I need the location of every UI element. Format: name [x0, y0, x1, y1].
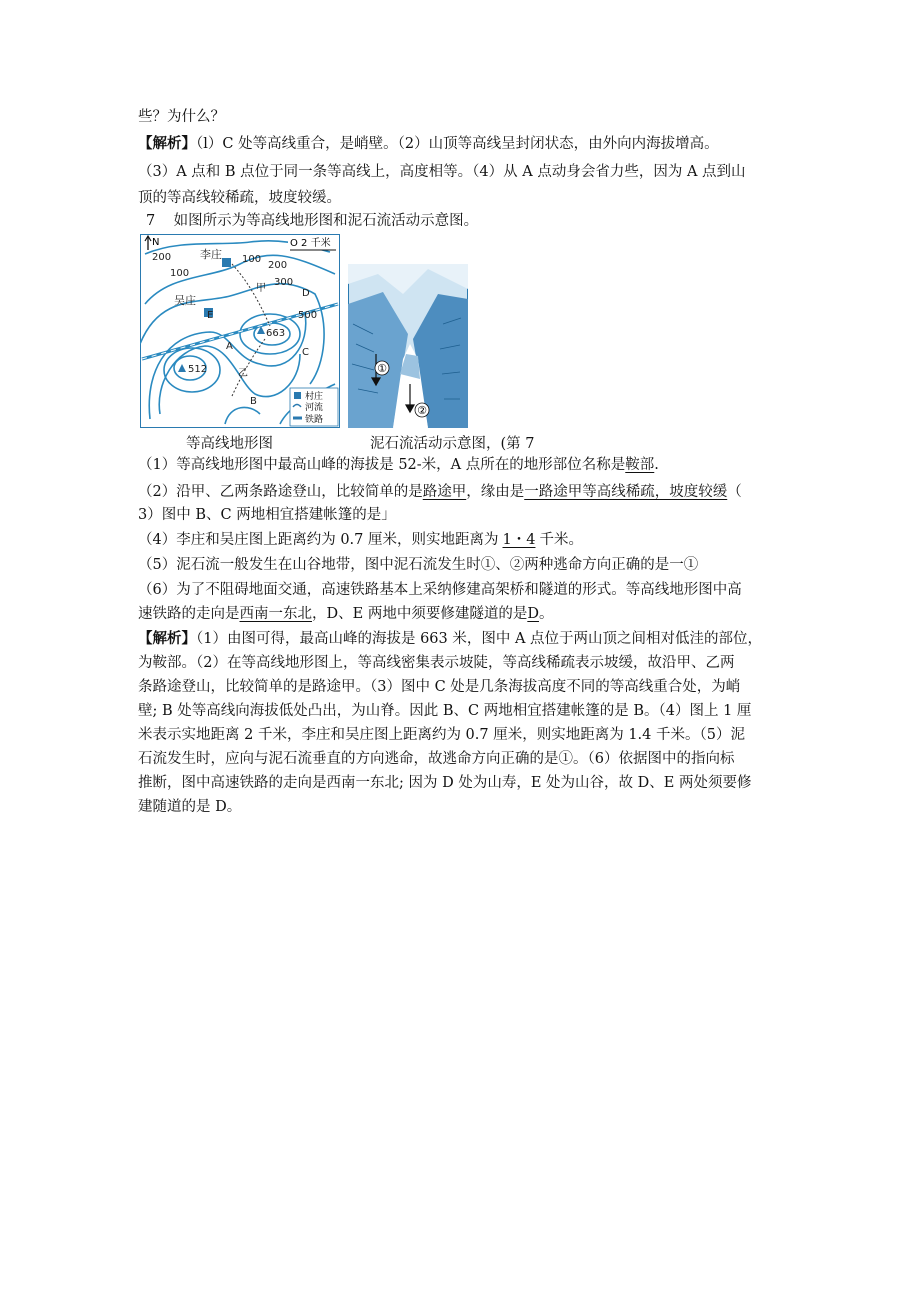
text: 米表示实地距离 2 千米，李庄和吴庄图上距离约为 0.7 厘米，则实地距离为 1.4 千米。（5）泥 — [138, 727, 745, 743]
text: 7 如图所示为等高线地形图和泥石流活动示意图。 — [146, 213, 479, 229]
path-label: 甲 — [256, 283, 266, 294]
figure-caption-right: 泥石流活动示意图，(第 7 — [370, 436, 535, 452]
text: 壁; B 处等高线向海拔低处凸出，为山脊。因此 B、C 两地相宜搭建帐篷的是 B。（4）图上 1 厘 — [138, 703, 752, 719]
answer-line — [138, 677, 788, 697]
point-label: E — [207, 310, 214, 321]
figure-caption-left: 等高线地形图 — [186, 436, 273, 452]
text: （ — [727, 484, 742, 500]
contour-map — [140, 234, 340, 428]
question-line — [138, 530, 788, 550]
text: （1）等高线地形图中最高山峰的海拔是 52-米，A 点所在的地形部位名称是 — [138, 457, 626, 473]
village-label: 李庄 — [200, 248, 222, 261]
contour-label: 500 — [298, 310, 318, 321]
text: （5）泥石流一般发生在山谷地带，图中泥石流发生时①、②两种逃命方向正确的是一① — [138, 557, 699, 573]
answer-text: 西南一东北 — [239, 606, 312, 622]
answer-text: 路途甲 — [422, 484, 467, 500]
question-line — [138, 604, 788, 624]
point-label: D — [302, 288, 310, 299]
escape-route-label: ② — [417, 404, 427, 417]
text: ，D、E 两地中须要修建隧道的是 — [312, 606, 528, 622]
text: ，缘由是 — [466, 484, 525, 500]
text-line — [138, 162, 788, 182]
text: 些？为什么？ — [138, 109, 225, 125]
answer-line — [138, 725, 788, 745]
analysis-label: 【解析】 — [138, 135, 196, 152]
question-heading — [146, 211, 796, 231]
text: 建随道的是 D。 — [138, 799, 242, 815]
point-label: A — [226, 341, 233, 352]
path-label: 乙 — [238, 368, 248, 379]
text: 推断，图中高速铁路的走向是西南一东北; 因为 D 处为山寿，E 处为山谷，故 D、E 两处须要修 — [138, 775, 752, 791]
legend-label: 村庄 — [305, 392, 324, 402]
text-line — [138, 107, 788, 127]
contour-label: 100 — [170, 268, 190, 279]
answer-line — [138, 749, 788, 769]
text-line — [138, 188, 788, 208]
contour-label: 100 — [242, 254, 262, 265]
text: 3）图中 B、C 两地相宜搭建帐篷的是」 — [138, 507, 396, 523]
answer-text: 鞍部 — [625, 457, 655, 473]
village-label: 吴庄 — [174, 294, 196, 307]
contour-label: 300 — [274, 277, 294, 288]
text: （2）沿甲、乙两条路途登山，比较简单的是 — [138, 484, 423, 500]
answer-text: 一路途甲等高线稀疏，坡度较缓 — [524, 484, 728, 500]
village-lizhuang-icon — [222, 258, 231, 267]
text: （4）李庄和吴庄图上距离约为 0.7 厘米，则实地距离为 — [138, 532, 499, 548]
text: 为鞍部。（2）在等高线地形图上，等高线密集表示坡陡，等高线稀疏表示坡缓，故沿甲、乙两 — [138, 655, 735, 671]
answer-line — [138, 629, 788, 649]
answer-line — [138, 773, 788, 793]
peak-label: 663 — [266, 328, 286, 339]
point-label: B — [250, 396, 257, 407]
text: 速铁路的走向是 — [138, 606, 240, 622]
peak-label: 512 — [188, 364, 208, 375]
text-line — [138, 134, 788, 154]
text: . — [654, 457, 659, 473]
text: （6）为了不阻碍地面交通，高速铁路基本上采纳修建高架桥和隧道的形式。等高线地形图中高 — [138, 582, 742, 598]
analysis-label: 【解析】 — [138, 630, 196, 647]
question-line — [138, 580, 788, 600]
answer-line — [138, 797, 788, 817]
text: 石流发生时，应向与泥石流垂直的方向逃命，故逃命方向正确的是①。（6）依据图中的指向标 — [138, 751, 735, 767]
escape-route-label: ① — [377, 362, 387, 375]
answer-text: 1・4 — [502, 532, 536, 548]
text: 顶的等高线较稀疏，坡度较缓。 — [138, 190, 341, 206]
text: 千米。 — [539, 532, 583, 548]
answer-line — [138, 653, 788, 673]
text: （1）由图可得，最高山峰的海拔是 663 米，图中 A 点位于两山顶之间相对低洼的部位， — [196, 631, 763, 647]
text: 条路途登山，比较简单的是路途甲。（3）图中 C 处是几条海拔高度不同的等高线重合处，为峭 — [138, 679, 741, 695]
scale-label: O 2 千米 — [290, 238, 331, 249]
contour-label: 200 — [268, 260, 288, 271]
answer-line — [138, 701, 788, 721]
question-line — [138, 505, 788, 525]
mudflow-illustration — [348, 264, 468, 428]
point-label: C — [302, 347, 309, 358]
legend-village-icon — [294, 392, 301, 399]
text: （l）C 处等高线重合，是峭壁。（2）山顶等高线呈封闭状态，由外向内海拔增高。 — [196, 136, 719, 152]
legend-label: 河流 — [305, 403, 324, 413]
text: （3）A 点和 B 点位于同一条等高线上，高度相等。（4）从 A 点动身会省力些，因为 A 点到山 — [138, 164, 746, 180]
legend-label: 铁路 — [305, 415, 324, 425]
north-label: N — [152, 237, 160, 248]
question-line — [138, 482, 788, 502]
answer-text: D — [527, 606, 539, 622]
contour-label: 200 — [152, 252, 172, 263]
question-line — [138, 555, 788, 575]
text: 。 — [538, 606, 554, 622]
question-line — [138, 455, 788, 475]
